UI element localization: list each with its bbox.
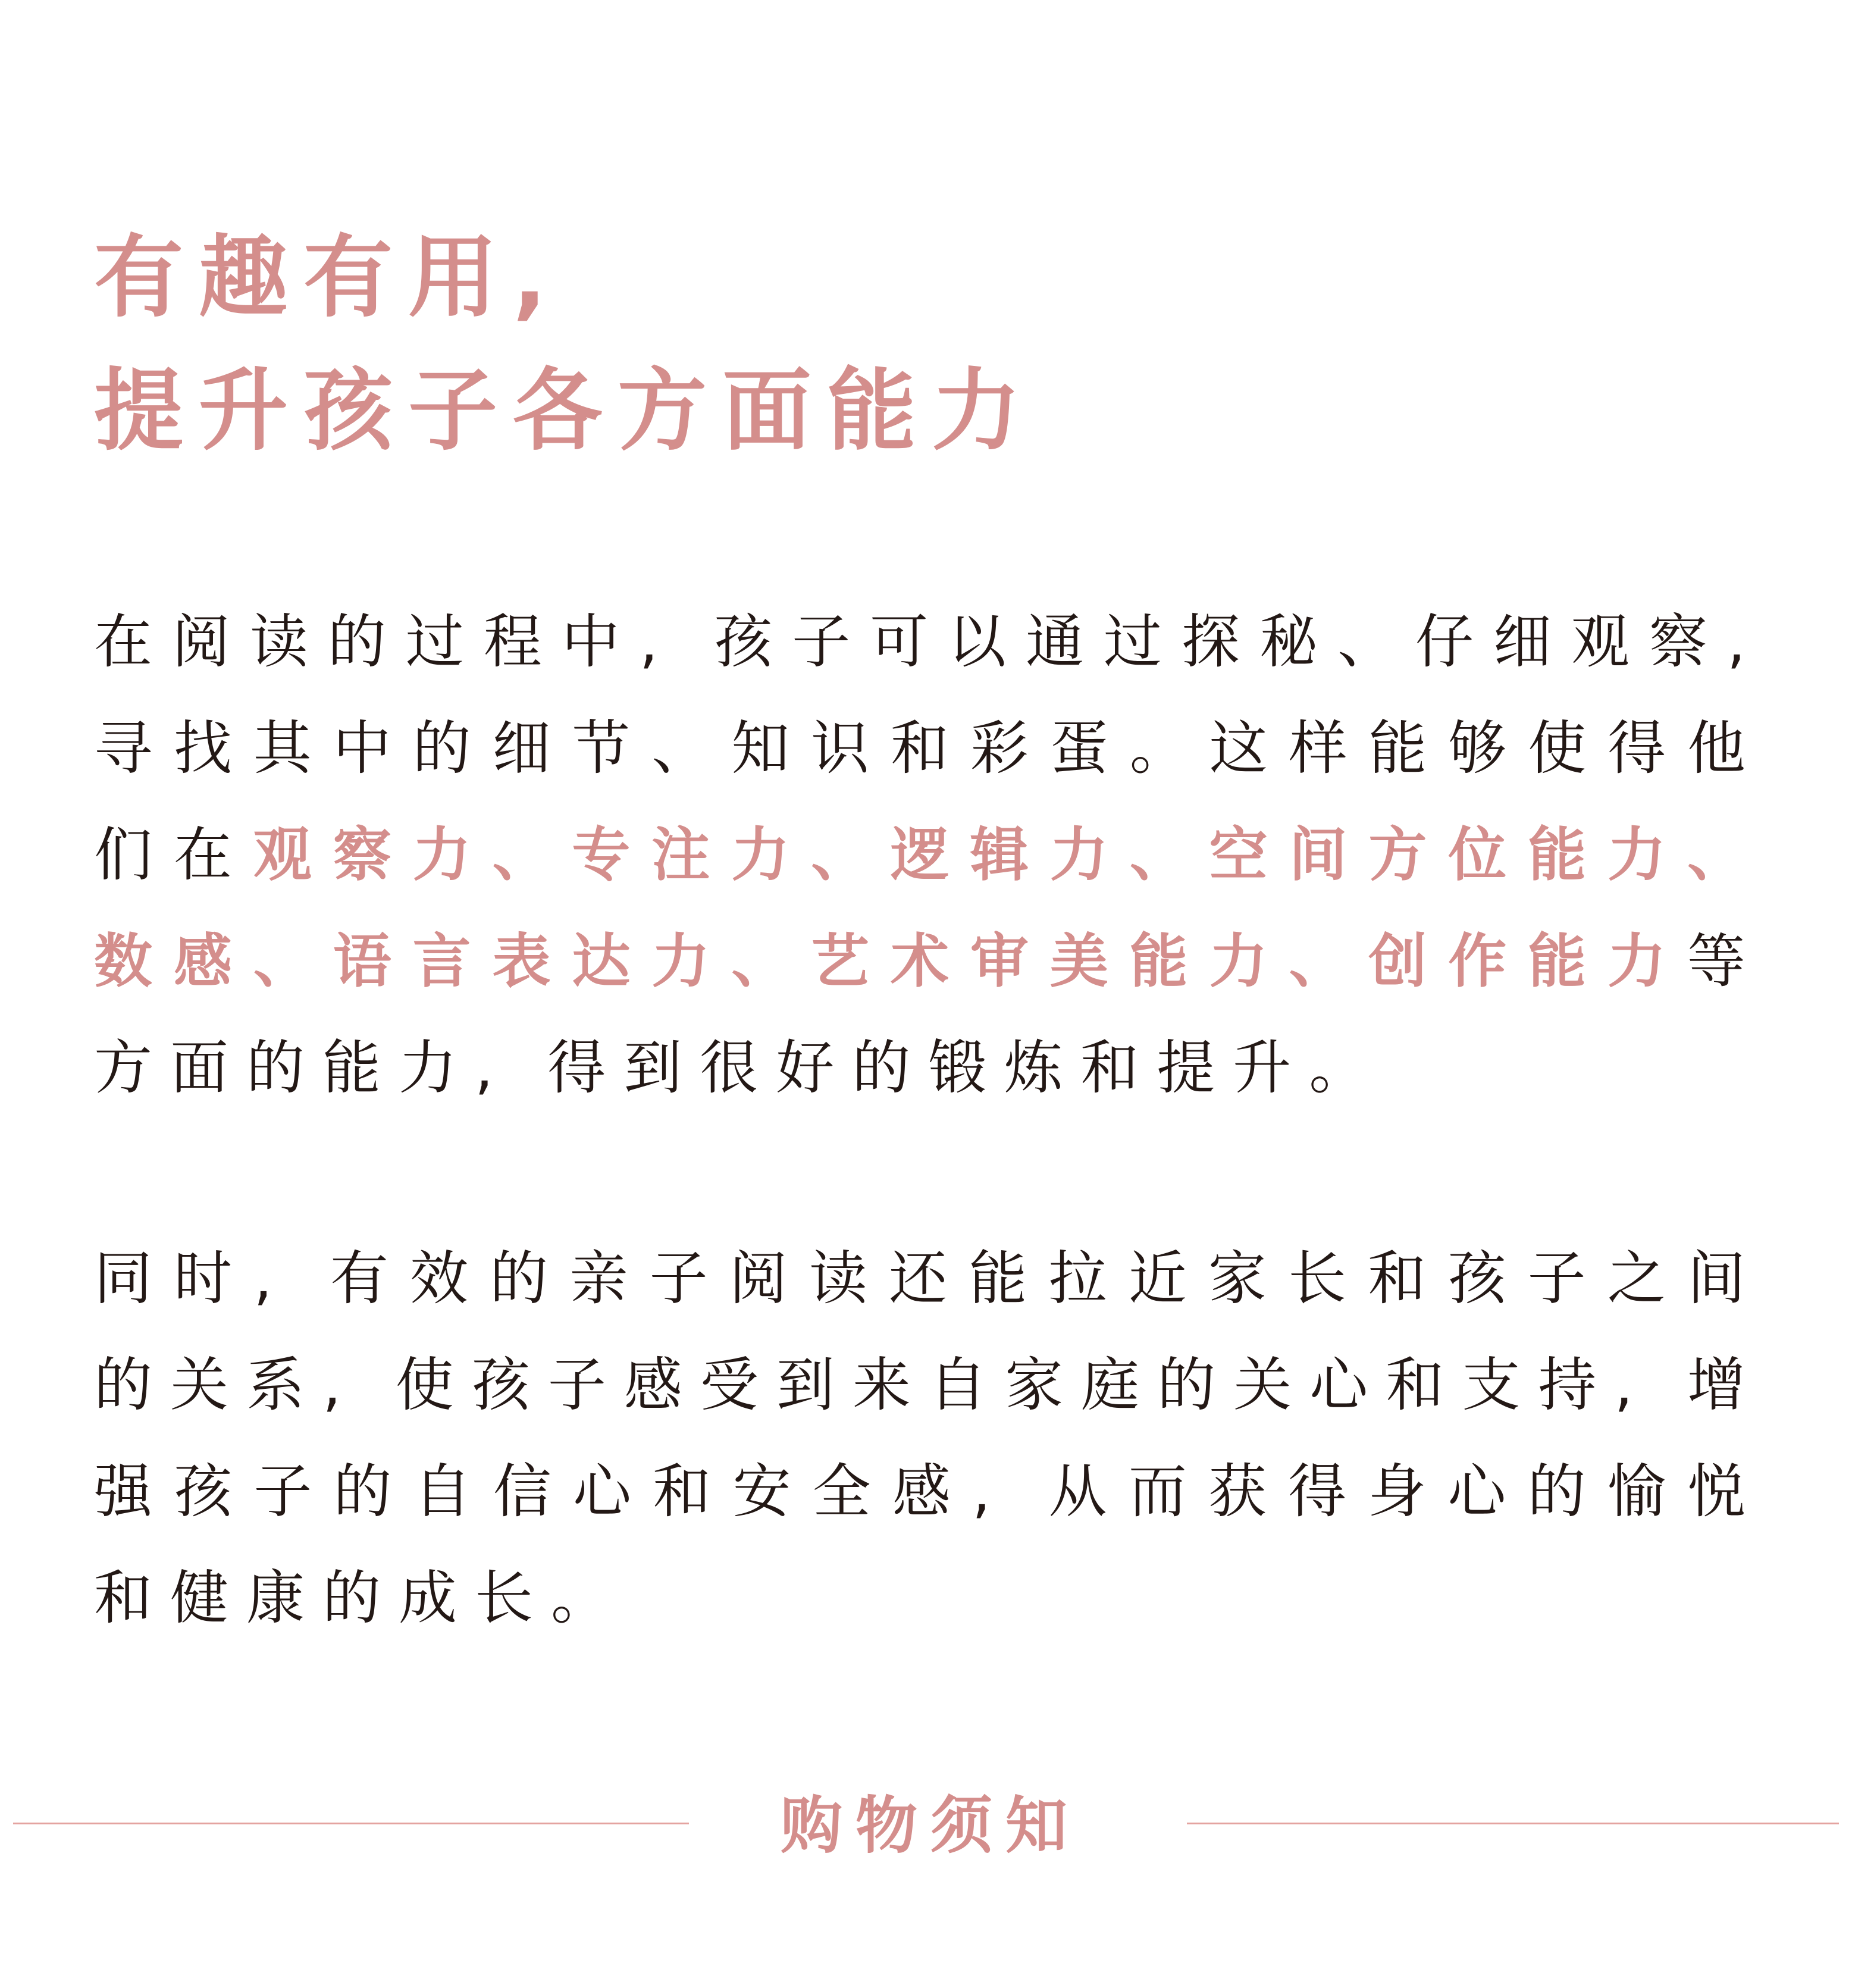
paragraph-abilities-outro: 等方面的能力, 得到很好的锻炼和提升。 — [94, 928, 1763, 1102]
paragraph-abilities — [94, 589, 1763, 1122]
paragraph-abilities-intro: 在阅读的过程中, 孩子可以通过探秘、仔细观察, 寻找其中的细节、知识和彩蛋。这样能够使得他们在 — [94, 608, 1763, 889]
shopping-notice-title: 购物须知 — [781, 1789, 1081, 1862]
section-heading — [94, 211, 1036, 478]
paragraph-parent-child: 同时, 有效的亲子阅读还能拉近家长和孩子之间的关系, 使孩子感受到来自家庭的关心和支持, 增强孩子的自信心和安全感, 从而获得身心的愉悦和健康的成长。 — [94, 1245, 1763, 1632]
divider-line-left — [13, 1823, 689, 1824]
heading-line-1: 有趣有用, — [94, 226, 562, 330]
highlighted-abilities: 观察力、专注力、逻辑力、空间方位能力、数感、语言表达力、艺术审美能力、创作能力 — [94, 821, 1763, 995]
divider-line-right — [1187, 1823, 1839, 1824]
heading-line-2: 提升孩子各方面能力 — [94, 359, 1037, 463]
